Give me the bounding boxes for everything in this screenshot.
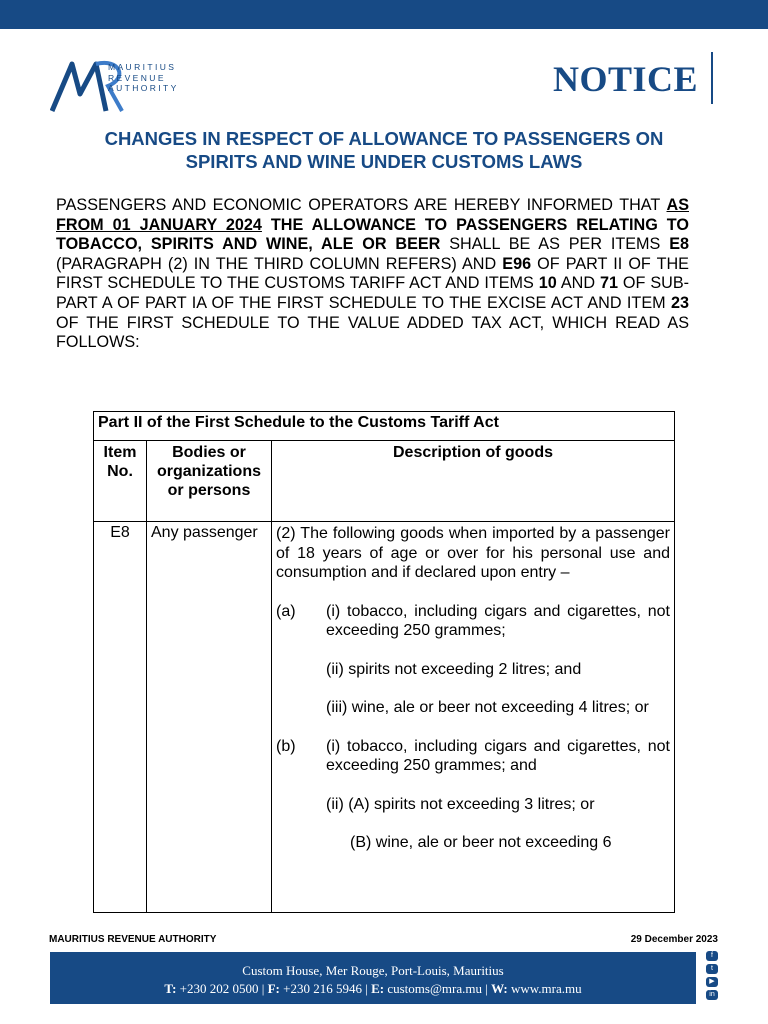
youtube-icon[interactable]: ▶ — [706, 977, 718, 987]
linkedin-icon[interactable]: in — [706, 990, 718, 1000]
row-item: E8 — [94, 522, 147, 913]
footer-date: 29 December 2023 — [630, 934, 718, 945]
sub-b-key: (b) — [276, 737, 296, 755]
notice-heading: NOTICE — [553, 59, 699, 99]
table-caption: Part II of the First Schedule to the Customs Tariff Act — [94, 412, 675, 441]
page-title: CHANGES IN RESPECT OF ALLOWANCE TO PASSENGERS ON SPIRITS AND WINE UNDER CUSTOMS LAWS — [104, 128, 664, 172]
sub-b-iiB: (B) wine, ale or beer not exceeding 6 — [350, 834, 612, 851]
sub-a-i: (i) tobacco, including cigars and cigarettes, not exceeding 250 grammes; — [326, 602, 670, 639]
sub-a-iii: (iii) wine, ale or beer not exceeding 4 litres; or — [326, 699, 649, 716]
col-description: Description of goods — [272, 441, 675, 522]
notice-divider — [711, 52, 713, 104]
sub-a-key: (a) — [276, 602, 296, 620]
org-name: MAURITIUS REVENUE AUTHORITY — [108, 62, 179, 93]
desc-intro: (2) The following goods when imported by a passenger of 18 years of age or over for his personal use and consumption and if declared upon entry – — [276, 525, 670, 581]
footer-contacts: T: +230 202 0500 | F: +230 216 5946 | E: customs@mra.mu | W: www.mra.mu — [164, 981, 582, 996]
contact-banner — [50, 952, 696, 1004]
sub-b-i: (i) tobacco, including cigars and cigarettes, not exceeding 250 grammes; and — [326, 737, 670, 774]
facebook-icon[interactable]: f — [706, 951, 718, 961]
social-icons — [706, 951, 720, 1003]
sub-b-iiA: (ii) (A) spirits not exceeding 3 litres; or — [326, 795, 595, 813]
top-banner — [0, 0, 768, 29]
row-body: Any passenger — [147, 522, 272, 913]
sub-a-ii: (ii) spirits not exceeding 2 litres; and — [326, 660, 582, 678]
footer-address: Custom House, Mer Rouge, Port-Louis, Mauritius — [242, 963, 504, 978]
row-description — [272, 522, 675, 913]
col-bodies: Bodies or organizations or persons — [147, 441, 272, 522]
twitter-icon[interactable]: t — [706, 964, 718, 974]
schedule-table — [93, 411, 675, 913]
intro-paragraph: PASSENGERS AND ECONOMIC OPERATORS ARE HEREBY INFORMED THAT AS FROM 01 JANUARY 2024 THE ALLOWANCE TO PASSENGERS RELATING TO TOBACCO, SPIRITS AND WINE, ALE OR BEER SHALL BE AS PER ITEMS E8 (PARAGRAPH (2) IN THE THIRD COLUMN REFERS) AND E96 OF PART II OF THE FIRST SCHEDULE TO THE CUSTOMS TARIFF ACT AND ITEMS 10 AND 71 OF SUB-PART A OF PART IA OF THE FIRST SCHEDULE TO THE EXCISE ACT AND ITEM 23 OF THE FIRST SCHEDULE TO THE VALUE ADDED TAX ACT, WHICH READ AS FOLLOWS: — [56, 196, 690, 352]
col-item-no: Item No. — [94, 441, 147, 522]
footer-org: MAURITIUS REVENUE AUTHORITY — [49, 934, 217, 945]
